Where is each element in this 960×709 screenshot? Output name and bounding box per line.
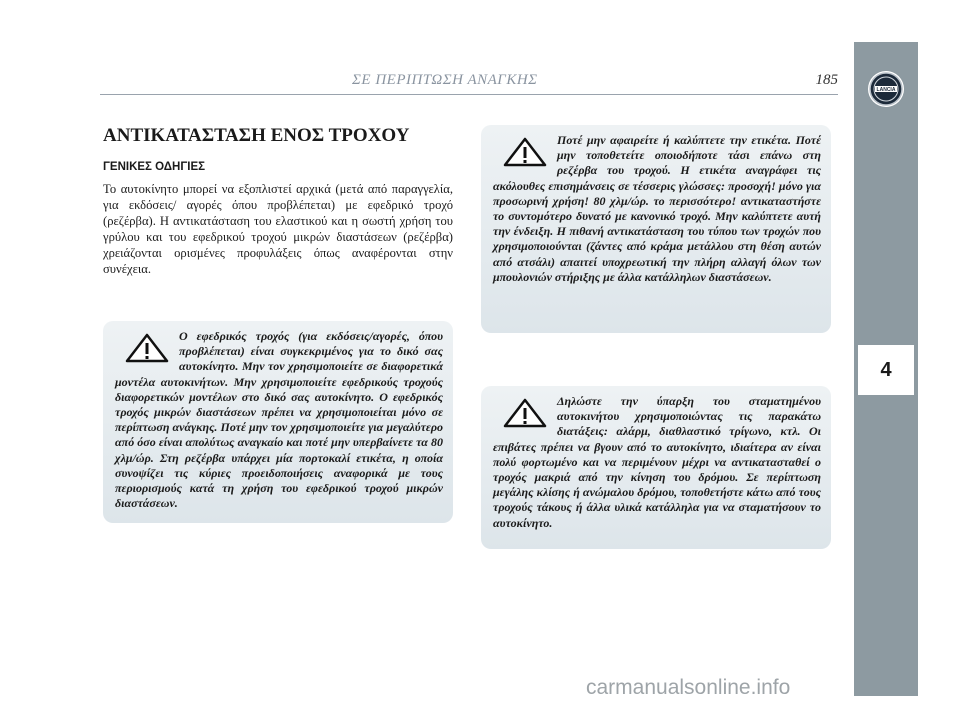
warning-box-stopped-vehicle [481,386,831,549]
page-title: ΑΝΤΙΚΑΤΑΣΤΑΣΗ ΕΝΟΣ ΤΡΟΧΟΥ [103,125,410,146]
warning-triangle-icon [125,333,169,363]
warning-text: Δηλώστε την ύπαρξη του σταματημένου αυτοκινήτου χρησιμοποιώντας τις παρακάτω διατάξεις: αλάρμ, διαθλαστικό τρίγωνο, κτλ. Οι επιβάτες πρέπει να βγουν από το αυτοκίνητο, ιδιαίτερα αν είναι πολύ φορτωμένο και να περιμένουν μέχρι να αντικατασταθεί ο τροχός μακριά από την κίνηση του δρόμου. Σε περίπτωση μεγάλης κλίσης ή ανώμαλου δρόμου, τοποθετήστε κάτω από τους τροχούς τάκους ή άλλα υλικά κατάλληλα για να σταματήσουν το αυτοκίνητο. [493,394,821,530]
warning-triangle-icon [503,137,547,167]
watermark: carmanualsonline.info [586,676,791,699]
warning-triangle-icon [503,398,547,428]
chapter-number: 4 [858,345,914,395]
page-header [100,70,838,95]
warning-box-label [481,125,831,333]
warning-box-spare-wheel [103,321,453,523]
intro-paragraph: Το αυτοκίνητο μπορεί να εξοπλιστεί αρχικά (μετά από παραγγελία, για εκδόσεις/ αγορές όπου προβλέπεται) με εφεδρικό τροχό (ρεζέρβα). Η αντικατάσταση του ελαστικού και η σωστή χρήση του γρύλου και του εφεδρικού τροχού μικρών διαστάσεων (ρεζέρβα) χρειάζονται ορισμένες προφυλάξεις όπως αναφέρονται στην συνέχεια. [103,182,453,276]
logo-text: LANCIA [876,87,896,93]
lancia-logo-icon [867,70,905,108]
running-header-title: ΣΕ ΠΕΡΙΠΤΩΣΗ ΑΝΑΓΚΗΣ [352,72,538,88]
main-content [103,125,453,277]
warning-text: Ποτέ μην αφαιρείτε ή καλύπτετε την ετικέτα. Ποτέ μην τοποθετείτε οποιοδήποτε τάσι επάνω στη ρεζέρβα του τροχού. Η ετικέτα αναγράφει τις ακόλουθες επισημάνσεις σε τέσσερις γλώσσες: προσοχή! μόνο για προσωρινή χρήση! 80 χλμ/ώρ. το περισσότερο! αντικαταστήστε το συντομότερο δυνατό με κανονικό τροχό. Μην καλύπτετε αυτή την ένδειξη. Η πιθανή αντικατάσταση του τύπου των τροχών που χρησιμοποιούνται (ζάντες από κράμα μετάλλου στη θέση αυτών από ατσάλι) απαιτεί υποχρεωτική την πλήρη αλλαγή όλων των μπουλονιών στήριξης με άλλα κατάλληλων διαστάσεων. [493,133,821,284]
section-heading: ΓΕΝΙΚΕΣ ΟΔΗΓΙΕΣ [103,161,206,173]
warning-text: Ο εφεδρικός τροχός (για εκδόσεις/αγορές, όπου προβλέπεται) είναι συγκεκριμένος για το δικό σας αυτοκίνητο. Μην τον χρησιμοποιείτε σε διαφορετικά μοντέλα αυτοκινήτων. Μην χρησιμοποιείτε εφεδρικούς τροχούς διαφορετικών μοντέλων στο δικό σας αυτοκίνητο. Ο εφεδρικός τροχός μικρών διαστάσεων πρέπει να χρησιμοποιείται μόνο σε περίπτωση ανάγκης. Ποτέ μην τον χρησιμοποιείτε για μεγαλύτερο από όσο είναι απολύτως αναγκαίο και ποτέ μην υπερβαίνετε τα 80 χλμ/ώρ. Στη ρεζέρβα υπάρχει μία πορτοκαλί ετικέτα, η οποία συνοψίζει τις κύριες προειδοποιήσεις αναφορικά με τους περιορισμούς κατά τη χρήση του εφεδρικού τροχού μικρών διαστάσεων. [115,329,443,511]
page-number: 185 [815,72,838,88]
